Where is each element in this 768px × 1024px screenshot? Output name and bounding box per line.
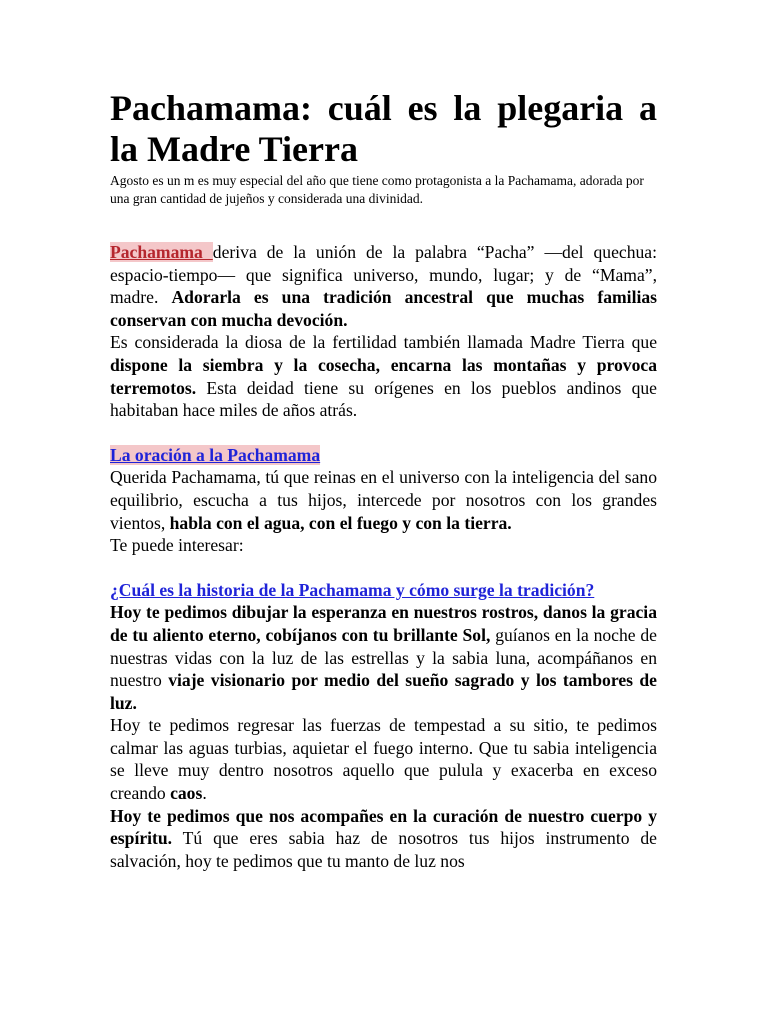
paragraph-text: guíanos en la noche de nuestras vidas con la luz de las estrellas y la sabia luna, acompáñanos en nuestro	[110, 624, 657, 691]
article-body	[110, 88, 657, 872]
prayer-heading-link[interactable]: La oración a la Pachamama	[110, 444, 321, 465]
paragraph-bold: habla con el agua, con el fuego y con la tierra.	[169, 512, 512, 533]
article-title: Pachamama: cuál es la plegaria a la Madre Tierra	[110, 88, 657, 169]
paragraph-bold: viaje visionario por medio del sueño sagrado y los tambores de luz.	[110, 670, 657, 713]
related-article-link[interactable]: ¿Cuál es la historia de la Pachamama y cómo surge la tradición?	[110, 579, 595, 600]
paragraph-bold: dispone la siembra y la cosecha, encarna las montañas y provoca terremotos.	[110, 354, 657, 398]
paragraph-text: deriva de la unión de la palabra “Pacha” —del quechua: espacio-tiempo— que significa universo, mundo, lugar; y de “Mama”, madre.	[110, 242, 657, 308]
paragraph-bold: Hoy te pedimos que nos acompañes en la curación de nuestro cuerpo y espíritu.	[110, 805, 657, 849]
paragraph-tempest	[110, 714, 657, 804]
paragraph-bold: Adorarla es una tradición ancestral que muchas familias conservan con mucha devoción.	[110, 287, 657, 330]
paragraph-bold: Hoy te pedimos dibujar la esperanza en nuestros rostros, danos la gracia de tu aliento eterno, cobíjanos con tu brillante Sol,	[110, 602, 657, 645]
paragraph-text: Hoy te pedimos regresar las fuerzas de tempestad a su sitio, te pedimos calmar las aguas turbias, aquietar el fuego interno. Que tu sabia inteligencia se lleve muy dentro nosotros aquello que pulula y exacerba en exceso creando	[110, 715, 657, 804]
paragraph-interest: Te puede interesar:	[110, 535, 244, 556]
paragraph-text: .	[202, 783, 207, 804]
paragraph-goddess	[110, 331, 657, 421]
paragraph-text: Querida Pachamama, tú que reinas en el universo con la inteligencia del sano equilibrio, escucha a tus hijos, intercede por nosotros con los grandes vientos,	[110, 467, 657, 533]
paragraph-text: Tú que eres sabia haz de nosotros tus hijos instrumento de salvación, hoy te pedimos que tu manto de luz nos	[110, 828, 657, 871]
pachamama-link[interactable]: Pachamama	[110, 242, 213, 262]
paragraph-bold: caos	[170, 783, 203, 804]
paragraph-healing	[110, 805, 657, 873]
paragraph-text: Esta deidad tiene su orígenes en los pueblos andinos que habitaban hace miles de años atrás.	[110, 377, 657, 421]
article-subtitle: Agosto es un m es muy especial del año que tiene como protagonista a la Pachamama, adorada por una gran cantidad de jujeños y considerada una divinidad.	[110, 173, 644, 206]
paragraph-text: Es considerada la diosa de la fertilidad también llamada Madre Tierra que	[110, 332, 657, 353]
paragraph-hope	[110, 601, 657, 714]
related-article	[110, 579, 657, 602]
paragraph-prayer-intro	[110, 466, 657, 534]
section-heading	[110, 444, 657, 467]
paragraph-origin	[110, 241, 657, 331]
